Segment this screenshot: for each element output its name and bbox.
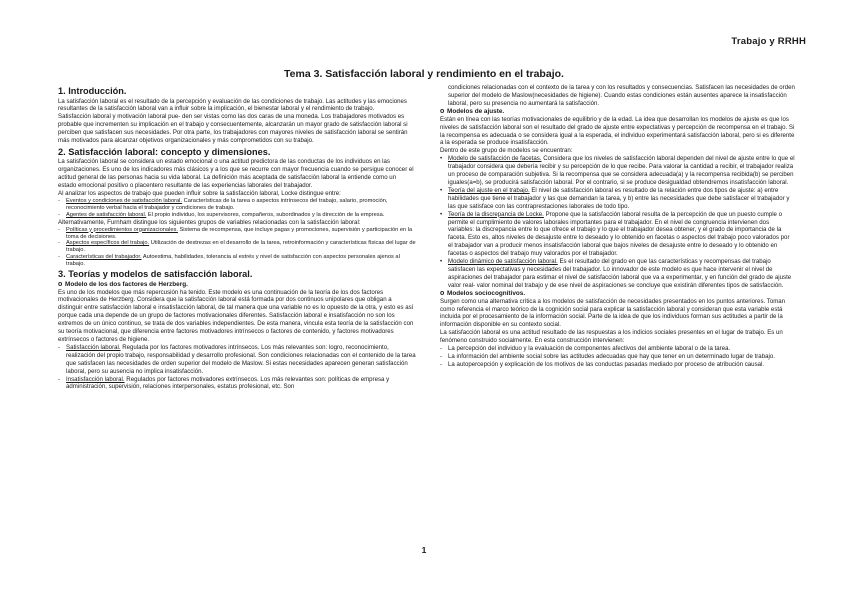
paragraph: condiciones relacionadas con el contexto de la tarea y con los resultados y consecuencias. Satisfacen las necesidades de orden superior del modelo de Maslow(necesidades de higiene). Cuando estas condiciones están ausentes aparece la insatisfacción laboral, pero su presencia no aumentará la satisfacción. [448, 84, 795, 107]
list-text: Regulada por los factores motivadores intrínsecos. Los más relevantes son: logro, reconocimiento, realización del propio trabajo, responsabilidad y desarrollo profesional. Son condiciones relacionadas con el contenido de la tarea que satisfacen las necesidades de orden superior del modelo de Maslow. Si estas necesidades aparecen generan satisfacción laboral, pero su ausencia no implica insatisfacción. [66, 343, 416, 375]
paragraph: Alternativamente, Furnham distingue los siguientes grupos de variables relacionadas con la satisfacción laboral: [58, 218, 361, 226]
list-item: • Modelo de satisfacción de facetas. Considera que los niveles de satisfacción laboral dependen del nivel de ajuste entre lo que el trabajador considera que debería recibir y su percepción de lo que recibe. Para valorar la cantidad a recibir, el trabajador realiza un proceso de comparación subjetiva. Si la recompensa que se considera adecuada(a) y la recompensa recibida(b) se perciben iguales(a=b), se producirá satisfacción laboral. Por el contrario, si se produce desigualdad obtendremos insatisfacción laboral. [440, 155, 795, 186]
paragraph: La satisfacción laboral es el resultado de la percepción y evaluación de las condiciones de trabajo. Las actitudes y las emociones resultantes de la satisfacción laboral van a influir sobre la implicación, el bienestar laboral y el rendimiento de trabajo. [58, 97, 407, 113]
right-column [440, 84, 795, 369]
list-term: Modelo de satisfacción de facetas. [448, 155, 542, 163]
paragraph: Es uno de los modelos que más repercusión ha tenido. Este modelo es una continuación de la teoría de los dos factores motivacionales de Herzberg. Considera que la satisfacción laboral está formada por dos continuos unipolares que obligan a distinguir entre satisfacción laboral e insatisfacción laboral, de tal manera que una variable no es lo opuesto de la otra, y esto es así porque cada una depende de un grupo de factores motivacionales diferentes. Satisfacción laboral e insatisfacción no son los extremos de un único continuo, se trata de dos variables independientes. De esta manera, vincula esta teoría de la satisfacción con su teoría motivacional, que diferencia entre factores motivadores intrínsecos o factores de contenido, y factores motivadores extrínsecos o factores de higiene. [58, 288, 414, 343]
subheading-sociocognitivos: o Modelos sociocognitivos. [440, 289, 526, 297]
list-item: - Políticas y procedimientos organizacionales. Sistema de recompensa, que incluye pagas y promociones, supervisión y participación en la toma de decisiones. [58, 226, 413, 240]
circle-bullet-icon: o [440, 107, 445, 115]
list-term: Aspectos específicos del trabajo. [66, 240, 150, 247]
section-heading-teorias: 3. Teorías y modelos de satisfacción laboral. [58, 269, 253, 280]
paragraph: Surgen como una alternativa crítica a los modelos de satisfacción de necesidades presentados en los puntos anteriores. Toman como referencia el marco teórico de la cognición social para explicar la satisfacción laboral y consideran que esta variable está incluida por el procesamiento de la información social. Parte de la idea de que los individuos forman sus actitudes a partir de la información disponible en su contexto social. [440, 297, 786, 329]
list-item: - La información del ambiente social sobre las actitudes adecuadas que hay que tener en un determinado lugar de trabajo. [440, 353, 775, 360]
list-text: Considera que los niveles de satisfacción laboral dependen del nivel de ajuste entre lo que el trabajador considera que debería recibir y su percepción de lo que recibe. Para valorar la cantidad a recibir, el trabajador realiza un proceso de comparación subjetiva. Si la recompensa que se considera adecuada(a) y la recompensa recibida(b) se perciben iguales(a=b), se producirá satisfacción laboral. Por el contrario, si se produce desigualdad obtendremos insatisfacción laboral. [448, 155, 795, 186]
list-term: Satisfacción laboral. [66, 343, 121, 351]
list-item: - Insatisfacción laboral. Regulados por factores motivadores extrínsecos. Los más relevantes son: políticas de empresa y administración, supervisión, relaciones interpersonales, estatus profesional, etc. Son [58, 375, 390, 391]
list-term: Agentes de satisfacción laboral. [66, 211, 147, 218]
list-text: El nivel de satisfacción laboral es resultado de la relación entre dos tipos de ajuste: a) entre habilidades que tiene el trabajador y las que demandan la tarea, y b) entre las necesidades que debe satisfacer el trabajador y las que satisface con las contraprestaciones laborales de todo tipo. [448, 186, 790, 210]
list-text: La percepción del individuo y la evaluación de componentes afectivos del ambiente laboral o de la tarea. [448, 345, 731, 353]
list-term: Eventos y condiciones de satisfacción laboral. [66, 197, 183, 204]
list-text: Autoestima, habilidades, tolerancia al estrés y nivel de satisfacción con aspectos personales ajenos al trabajo. [66, 254, 400, 268]
list-item: - Agentes de satisfacción laboral. El propio individuo, los supervisores, compañeros, subordinados y la dirección de la empresa. [58, 211, 385, 218]
list-text: Propone que la satisfacción laboral resulta de la percepción de que un puesto cumple o permite el cumplimiento de valores laborales importantes para el trabajador. En el nivel de congruencia intervienen dos variables: la discrepancia entre lo que ofrece el trabajo y lo que el trabajador desea obtener, y el grado de importancia de la faceta. Esto es, altos niveles de desajuste entre lo deseado y lo obtenido en facetas o aspectos del trabajo poco valorados por el trabajador van a producir menos insatisfacción laboral que bajos niveles de desajuste entre lo deseado y lo obtenido en facetas o aspectos del trabajo muy valorados por el trabajador. [448, 210, 790, 258]
paragraph: Están en línea con las teorías motivacionales de equilibrio y de la edad. La idea que desarrollan los modelos de ajuste es que los niveles de satisfacción laboral son el resultado del grado de ajuste entre expectativas y percepción de recompensa en el trabajo. Si la recompensa es adecuada o se considera igual a la esperada, el individuo experimentará satisfacción laboral, pero si es diferente a la esperada se produce insatisfacción. [440, 115, 795, 147]
socio-list [440, 345, 795, 369]
list-item: - Satisfacción laboral. Regulada por los factores motivadores intrínsecos. Los más relevantes son: logro, reconocimiento, realización del propio trabajo, responsabilidad y desarrollo profesional. Son condiciones relacionadas con el contenido de la tarea que satisfacen las necesidades de orden superior del modelo de Maslow. Si estas necesidades aparecen generan satisfacción laboral, pero su ausencia no implica insatisfacción. [58, 343, 416, 375]
list-term: Modelo dinámico de satisfacción laboral. [448, 258, 558, 266]
list-text: La autopercepción y explicación de los motivos de las conductas pasadas mediado por proceso de atribución causal. [448, 360, 765, 368]
list-item: - La percepción del individuo y la evaluación de componentes afectivos del ambiente laboral o de la tarea. [440, 345, 731, 353]
list-text: Utilización de destrezas en el desarrollo de la tarea, retroinformación y características físicas del lugar de trabajo. [66, 240, 416, 254]
list-item: - La autopercepción y explicación de los motivos de las conductas pasadas mediado por proceso de atribución causal. [440, 360, 765, 368]
ajuste-list [440, 155, 795, 289]
paragraph: La satisfacción laboral es una actitud resultado de las respuestas a los indicios sociales presentes en el lugar de trabajo. Es un fenómeno construido socialmente. En esta construcción intervienen: [440, 329, 783, 345]
document-title: Tema 3. Satisfacción laboral y rendimiento en el trabajo. [284, 68, 564, 80]
list-term: Teoría de la discrepancia de Locke. [448, 210, 544, 218]
list-item: - Eventos y condiciones de satisfacción laboral. Características de la tarea o aspectos intrínsecos del trabajo, salario, promoción, reconocimiento verbal hacia el trabajador y condiciones de trabajo. [58, 197, 388, 211]
left-column [58, 86, 416, 391]
circle-bullet-icon: o [58, 280, 63, 288]
list-term: Teoría del ajuste en el trabajo. [448, 186, 530, 194]
list-item: - Características del trabajador. Autoestima, habilidades, tolerancia al estrés y nivel de satisfacción con aspectos personales ajenos al trabajo. [58, 254, 400, 268]
list-item: - Aspectos específicos del trabajo. Utilización de destrezas en el desarrollo de la tarea, retroinformación y características físicas del lugar de trabajo. [58, 240, 416, 254]
list-text: Es el resultado del grado en que las características y recompensas del trabajo satisfacen las expectativas y necesidades del trabajador. Lo innovador de este modelo es que hace intervenir el nivel de aspiraciones del trabajador para estimar el nivel de satisfacción laboral que va a experimentar, y en función del grado de ajuste valor real- valor nominal del trabajo y de ese nivel de aspiraciones se concluye que existirán diferentes tipos de satisfacción. [448, 258, 792, 289]
section-heading-concepto: 2. Satisfacción laboral: concepto y dimensiones. [58, 146, 271, 157]
subheading-herzberg: o Modelo de los dos factores de Herzberg. [58, 280, 188, 288]
list-text: Sistema de recompensa, que incluye pagas y promociones, supervisión y participación en la toma de decisiones. [66, 226, 413, 240]
paragraph: Al analizar los aspectos de trabajo que pueden influir sobre la satisfacción laboral, Locke distingue entre: [58, 190, 341, 198]
locke-list [58, 198, 416, 219]
list-item: • Modelo dinámico de satisfacción laboral. Es el resultado del grado en que las características y recompensas del trabajo satisfacen las expectativas y necesidades del trabajador. Lo innovador de este modelo es que hace intervenir el nivel de aspiraciones del trabajador para estimar el nivel de satisfacción laboral que va a experimentar, y en función del grado de ajuste valor real- valor nominal del trabajo y de ese nivel de aspiraciones se concluye que existirán diferentes tipos de satisfacción. [440, 258, 792, 289]
furnham-list [58, 227, 416, 268]
circle-bullet-icon: o [440, 289, 445, 297]
list-term: Insatisfacción laboral. [66, 375, 125, 383]
section-heading-introduccion: 1. Introducción. [58, 86, 127, 96]
list-text: Regulados por factores motivadores extrínsecos. Los más relevantes son: políticas de empresa y administración, supervisión, relaciones interpersonales, estatus profesional, etc. Son [66, 375, 390, 391]
herzberg-list [58, 344, 416, 391]
list-term: Políticas y procedimientos organizacionales. [66, 226, 178, 233]
list-text: La información del ambiente social sobre las actitudes adecuadas que hay que tener en un determinado lugar de trabajo. [448, 353, 775, 360]
list-item: • Teoría del ajuste en el trabajo. El nivel de satisfacción laboral es resultado de la relación entre dos tipos de ajuste: a) entre habilidades que tiene el trabajador y las que demandan la tarea, y b) entre las necesidades que debe satisfacer el trabajador y las que satisface con las contraprestaciones laborales de todo tipo. [440, 186, 790, 210]
paragraph: Satisfacción laboral y motivación laboral pue- den ser vistas como las dos caras de una moneda. Los trabajadores motivados es probable que incrementen su implicación en el trabajo y consecuentemente, alcanzarán un mayor grado de satisfacción laboral si perciben que satisfacen sus necesidades. Por otra parte, los trabajadores con mayores niveles de satisfacción laboral se sentirán más motivados para alcanzar objetivos organizacionales y más comprometidos con su trabajo. [58, 113, 408, 145]
subheading-ajuste: o Modelos de ajuste. [440, 107, 505, 115]
list-term: Características del trabajador. [66, 254, 142, 261]
course-header: Trabajo y RRHH [731, 36, 806, 47]
page-number: 1 [421, 545, 427, 555]
paragraph: Dentro de este grupo de modelos se encuentran: [440, 147, 573, 155]
list-text: Características de la tarea o aspectos intrínsecos del trabajo, salario, promoción, reconocimiento verbal hacia el trabajador y condiciones de trabajo. [66, 197, 388, 211]
list-item: • Teoría de la discrepancia de Locke. Propone que la satisfacción laboral resulta de la percepción de que un puesto cumple o permite el cumplimiento de valores laborales importantes para el trabajador. En el nivel de congruencia intervienen dos variables: la discrepancia entre lo que ofrece el trabajo y lo que el trabajador desea obtener, y el grado de importancia de la faceta. Esto es, altos niveles de desajuste entre lo deseado y lo obtenido en facetas o aspectos del trabajo poco valorados por el trabajador van a producir menos insatisfacción laboral que bajos niveles de desajuste entre lo deseado y lo obtenido en facetas o aspectos del trabajo muy valorados por el trabajador. [440, 210, 790, 258]
list-text: El propio individuo, los supervisores, compañeros, subordinados y la dirección de la empresa. [146, 211, 385, 218]
paragraph: La satisfacción laboral se considera un estado emocional o una actitud predictora de las conductas de los individuos en las organizaciones. Es uno de los indicadores más clásicos y a los que se recurre con mayor frecuencia cuando se persigue conocer el actitud general de las personas hacia su vida laboral. La definición más aceptada de satisfacción laboral la entiende como un estado emocional positivo o placentero resultante de las experiencias laborales del trabajador. [58, 158, 414, 190]
